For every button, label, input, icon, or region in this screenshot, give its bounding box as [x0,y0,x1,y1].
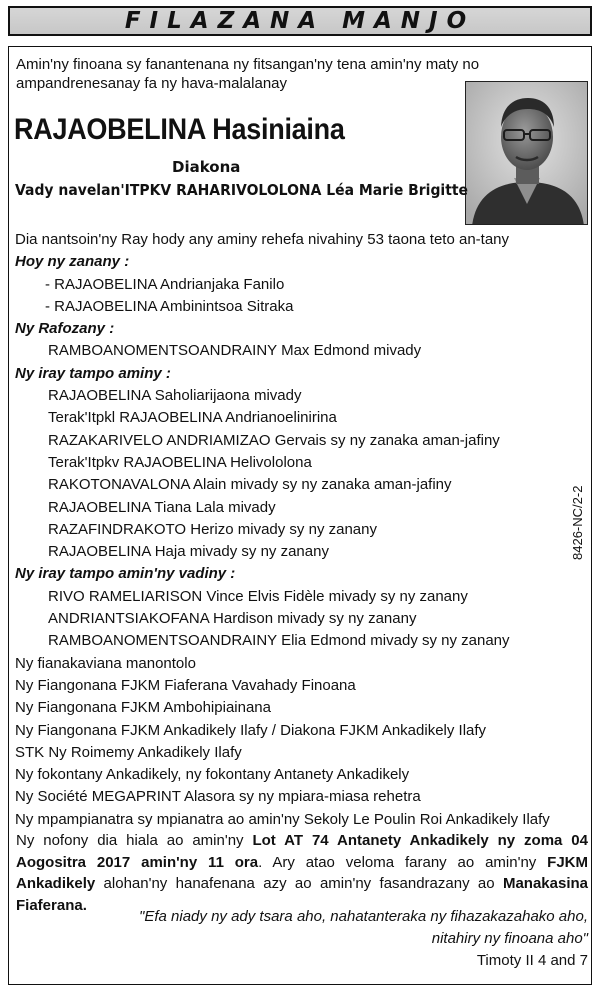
list-item: RAMBOANOMENTSOANDRAINY Elia Edmond mivady sy ny zanany [48,632,510,650]
spouse-line: Vady navelan'ITPKV RAHARIVOLOLONA Léa Marie Brigitte [15,181,469,199]
header-title: FILAZANA MANJO [124,8,476,34]
list-item: RIVO RAMELIARISON Vince Elvis Fidèle mivady sy ny zanany [48,587,468,605]
deceased-title: Diakona [172,158,241,176]
list-item: Ny Société MEGAPRINT Alasora sy ny mpiara-miasa rehetra [15,788,421,806]
list-item: RAZAFINDRAKOTO Herizo mivady sy ny zanany [48,520,377,538]
portrait-photo [465,81,588,225]
list-item: RAKOTONAVALONA Alain mivady sy ny zanaka aman-jafiny [48,476,452,494]
deceased-name: RAJAOBELINA Hasiniaina [14,113,345,146]
children-heading: Hoy ny zanany : [15,253,130,271]
in-laws-heading: Ny Rafozany : [15,320,115,338]
quote-line-2: nitahiry ny finoana aho" [431,929,588,947]
quote-line-1: "Efa niady ny ady tsara aho, nahatanteraka ny fihazakazahako aho, [139,908,588,925]
burial-place-time: Lot AT 74 Antanety Ankadikely ny zoma 04 Aogositra 2017 amin'ny 11 ora [16,832,588,871]
quote-reference: Timoty II 4 and 7 [476,952,588,969]
list-item: RAJAOBELINA Tiana Lala mivady [48,498,276,516]
ad-reference: 8426-NC/2-2 [570,485,585,560]
list-item: RAMBOANOMENTSOANDRAINY Max Edmond mivady [48,342,422,360]
burial-paragraph [16,830,588,916]
passing-line: Dia nantsoin'ny Ray hody any aminy rehefa nivahiny 53 taona teto an-tany [15,231,510,248]
family-list [15,229,575,831]
list-item: Ny fokontany Ankadikely, ny fokontany Antanety Ankadikely [15,766,410,784]
list-item: Ny mpampianatra sy mpianatra ao amin'ny Sekoly Le Poulin Roi Ankadikely Ilafy [15,810,550,828]
list-item: RAZAKARIVELO ANDRIAMIZAO Gervais sy ny zanaka aman-jafiny [48,431,500,449]
list-item: - RAJAOBELINA Andrianjaka Fanilo [45,275,285,293]
burial-church: FJKM Ankadikely [16,853,589,892]
spouse-siblings-heading: Ny iray tampo amin'ny vadiny : [15,565,236,583]
list-item: Terak'Itpkv RAJAOBELINA Helivololona [48,453,312,471]
burial-cemetery: Manakasina Fiaferana. [16,875,588,914]
list-item: Ny Fiangonana FJKM Ankadikely Ilafy / Diakona FJKM Ankadikely Ilafy [15,721,487,739]
list-item: Terak'Itpkl RAJAOBELINA Andrianoelinirina [48,409,337,427]
list-item: RAJAOBELINA Saholiarijaona mivady [48,387,302,405]
list-item: Ny Fiangonana FJKM Ambohipiainana [15,699,271,717]
intro-text: Amin'ny finoana sy fanantenana ny fitsangan'ny tena amin'ny maty no ampandrenesanay fa ny hava-malalanay [16,56,480,92]
list-item: Ny Fiangonana FJKM Fiaferana Vavahady Finoana [15,676,356,694]
burial-text-2: . Ary atao veloma farany ao amin'ny [258,853,548,871]
list-item: ANDRIANTSIAKOFANA Hardison mivady sy ny zanany [48,610,417,628]
list-item: - RAJAOBELINA Ambinintsoa Sitraka [45,297,294,315]
burial-text-3: alohan'ny hanafenana azy ao amin'ny fasandrazany ao [95,875,503,892]
page-header [8,6,592,36]
list-item: Ny fianakaviana manontolo [15,654,196,672]
siblings-heading: Ny iray tampo aminy : [15,364,171,382]
list-item: STK Ny Roimemy Ankadikely Ilafy [15,743,242,761]
bible-quote [108,906,588,949]
list-item: RAJAOBELINA Haja mivady sy ny zanany [48,543,329,561]
burial-text-1: Ny nofony dia hiala ao amin'ny [16,832,253,849]
